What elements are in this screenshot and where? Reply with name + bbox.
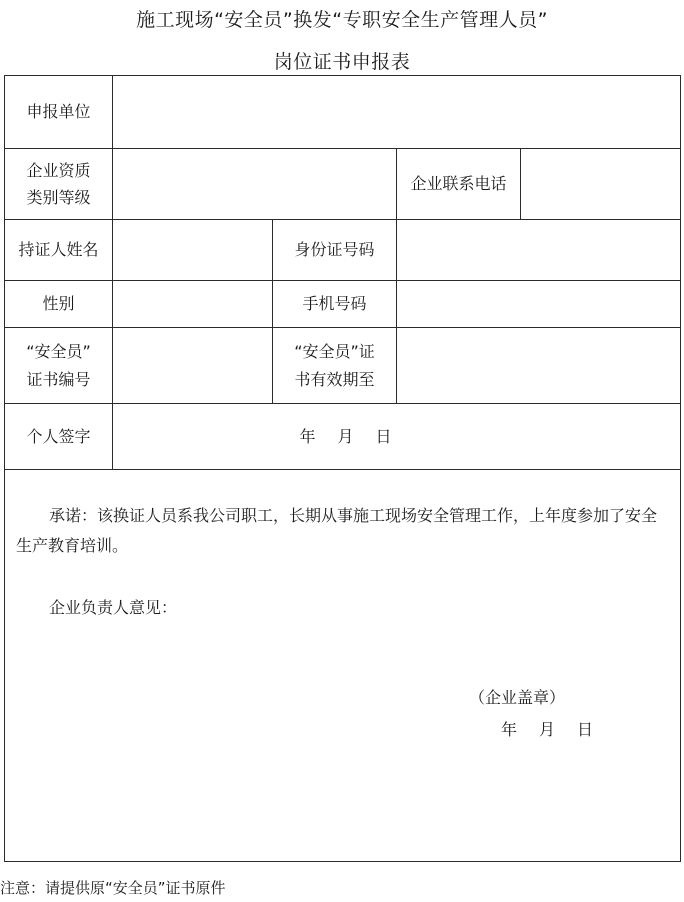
application-form-table: [4, 75, 681, 862]
cert-number-label-line1: “安全员”: [26, 342, 91, 362]
opinion-label: 企业负责人意见：: [49, 598, 178, 617]
cert-validity-label-line2: 书有效期至: [294, 369, 375, 389]
cert-validity-label-line1: “安全员”证: [294, 342, 375, 362]
gender-label: 性别: [5, 281, 113, 328]
cert-number-label: [5, 328, 113, 404]
mobile-label: 手机号码: [273, 281, 397, 328]
stamp-year: 年: [501, 720, 518, 739]
id-number-label: 身份证号码: [273, 220, 397, 281]
footnote-prefix: 注意：: [0, 879, 46, 897]
id-number-field[interactable]: [397, 220, 681, 281]
form-title-line1: 施工现场“安全员”换发“专职安全生产管理人员”: [136, 9, 548, 31]
pledge-opinion-cell[interactable]: [5, 470, 681, 862]
signature-day: 日: [375, 426, 392, 446]
cert-validity-label: [273, 328, 397, 404]
cert-number-field[interactable]: [113, 328, 273, 404]
signature-label: 个人签字: [5, 404, 113, 470]
mobile-field[interactable]: [397, 281, 681, 328]
stamp-day: 日: [577, 720, 594, 739]
unit-field[interactable]: [113, 76, 681, 149]
holder-name-field[interactable]: [113, 220, 273, 281]
qualification-label-line1: 企业资质: [26, 160, 91, 180]
footnote-text: 请提供原“安全员”证书原件: [45, 879, 226, 897]
footnote: [0, 877, 226, 898]
stamp-month: 月: [539, 720, 556, 739]
unit-label: 申报单位: [5, 76, 113, 149]
signature-field[interactable]: [113, 404, 681, 470]
gender-field[interactable]: [113, 281, 273, 328]
company-phone-field[interactable]: [521, 149, 681, 220]
signature-year: 年: [299, 426, 316, 446]
signature-month: 月: [337, 426, 354, 446]
qualification-field[interactable]: [113, 149, 397, 220]
qualification-label-line2: 类别等级: [26, 188, 91, 207]
stamp-date: [501, 716, 593, 743]
qualification-label: [5, 149, 113, 220]
form-title-line2: 岗位证书申报表: [273, 51, 411, 73]
cert-validity-field[interactable]: [397, 328, 681, 404]
company-stamp-label: （企业盖章）: [469, 688, 566, 707]
cert-number-label-line2: 证书编号: [26, 369, 91, 389]
pledge-text: 承诺：该换证人员系我公司职工，长期从事施工现场安全管理工作，上年度参加了安全生产教育培训。: [16, 506, 658, 555]
holder-name-label: 持证人姓名: [5, 220, 113, 281]
company-phone-label: 企业联系电话: [397, 149, 521, 220]
